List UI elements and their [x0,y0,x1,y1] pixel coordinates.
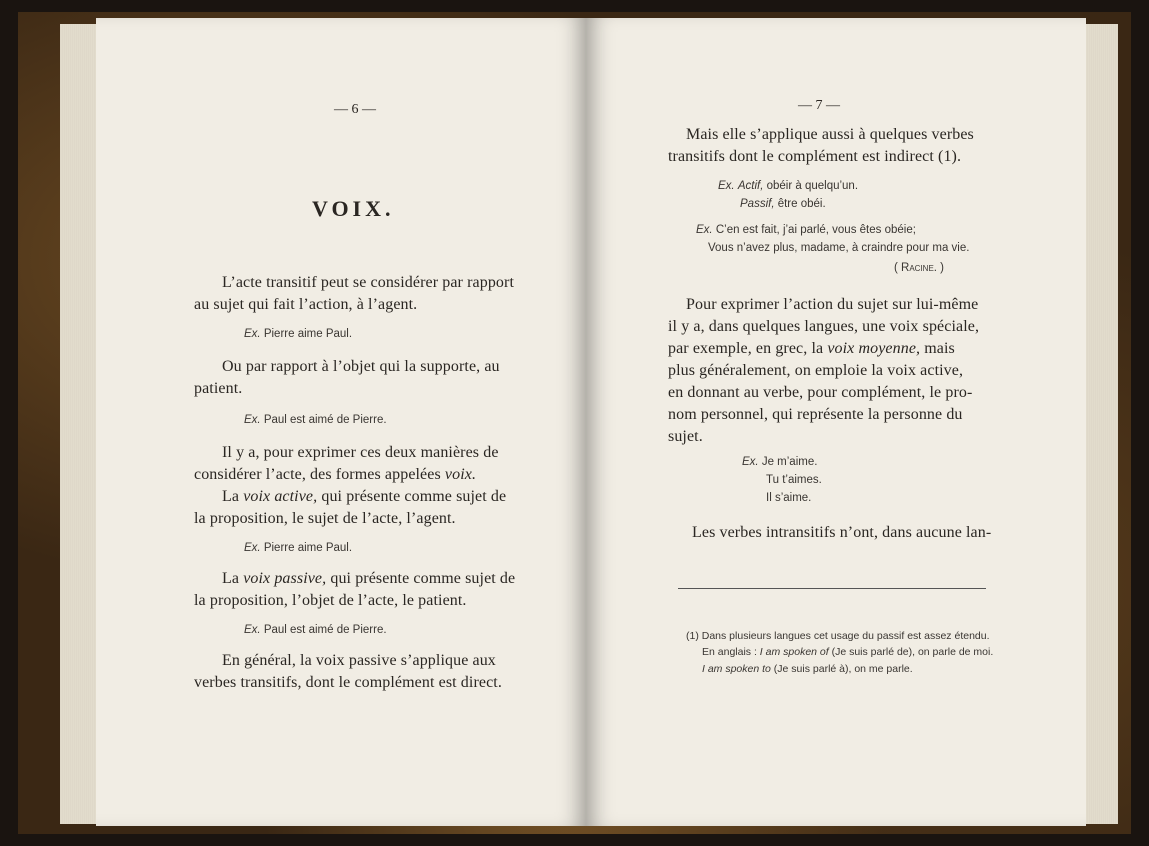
right-page [586,18,1086,826]
footnote-line: (1) Dans plusieurs langues cet usage du passif est assez étendu. [686,630,990,642]
example-line: Ex. Pierre aime Paul. [244,542,353,554]
paragraph-line: sujet. [668,428,703,445]
paragraph-line: La voix passive, qui présente comme sujet de [222,570,516,587]
example-line: Ex. Pierre aime Paul. [244,328,353,340]
paragraph-line: La voix active, qui présente comme sujet de [222,488,507,505]
example-line: Ex. Je m’aime. [742,456,818,468]
section-title: VOIX. [312,196,395,221]
paragraph-line: au sujet qui fait l’action, à l’agent. [194,296,418,313]
paragraph-line: par exemple, en grec, la voix moyenne, mais [668,340,955,357]
example-line: Passif, être obéi. [740,198,826,210]
paragraph-line: Pour exprimer l’action du sujet sur lui-même [686,296,979,313]
paragraph-line: considérer l’acte, des formes appelées voix. [194,466,477,483]
footnote-rule [678,588,986,589]
example-line: Vous n’avez plus, madame, à craindre pour ma vie. [708,242,970,254]
page-number: — 7 — [798,98,840,113]
paragraph-line: en donnant au verbe, pour complément, le pro- [668,384,973,401]
footnote-line: I am spoken to (Je suis parlé à), on me parle. [702,663,913,675]
example-line: Tu t’aimes. [766,474,822,486]
paragraph-line: nom personnel, qui représente la personne du [668,406,963,423]
example-line: Ex. C’en est fait, j’ai parlé, vous êtes obéie; [696,224,916,236]
paragraph-line: plus généralement, on emploie la voix active, [668,362,964,379]
footnote-line: En anglais : I am spoken of (Je suis parlé de), on parle de moi. [702,646,994,658]
left-page [96,18,586,826]
citation-source: ( Racine. ) [894,262,944,274]
paragraph-line: patient. [194,380,243,397]
paragraph-line: En général, la voix passive s’applique aux [222,652,496,669]
example-line: Ex. Paul est aimé de Pierre. [244,414,387,426]
paragraph-line: transitifs dont le complément est indirect (1). [668,148,962,165]
paragraph-line: Mais elle s’applique aussi à quelques verbes [686,126,974,143]
paragraph-line: Les verbes intransitifs n’ont, dans aucune lan- [692,524,992,541]
paragraph-line: Il y a, pour exprimer ces deux manières de [222,444,499,461]
example-line: Il s’aime. [766,492,812,504]
example-line: Ex. Paul est aimé de Pierre. [244,624,387,636]
page-number: — 6 — [334,102,376,117]
paragraph-line: la proposition, l’objet de l’acte, le patient. [194,592,467,609]
paragraph-line: il y a, dans quelques langues, une voix spéciale, [668,318,980,335]
paragraph-line: la proposition, le sujet de l’acte, l’agent. [194,510,456,527]
paragraph-line: Ou par rapport à l’objet qui la supporte, au [222,358,500,375]
example-line: Ex. Actif, obéir à quelqu’un. [718,180,859,192]
page-edges-left [60,24,100,824]
paragraph-line: L’acte transitif peut se considérer par rapport [222,274,514,291]
paragraph-line: verbes transitifs, dont le complément est direct. [194,674,502,691]
